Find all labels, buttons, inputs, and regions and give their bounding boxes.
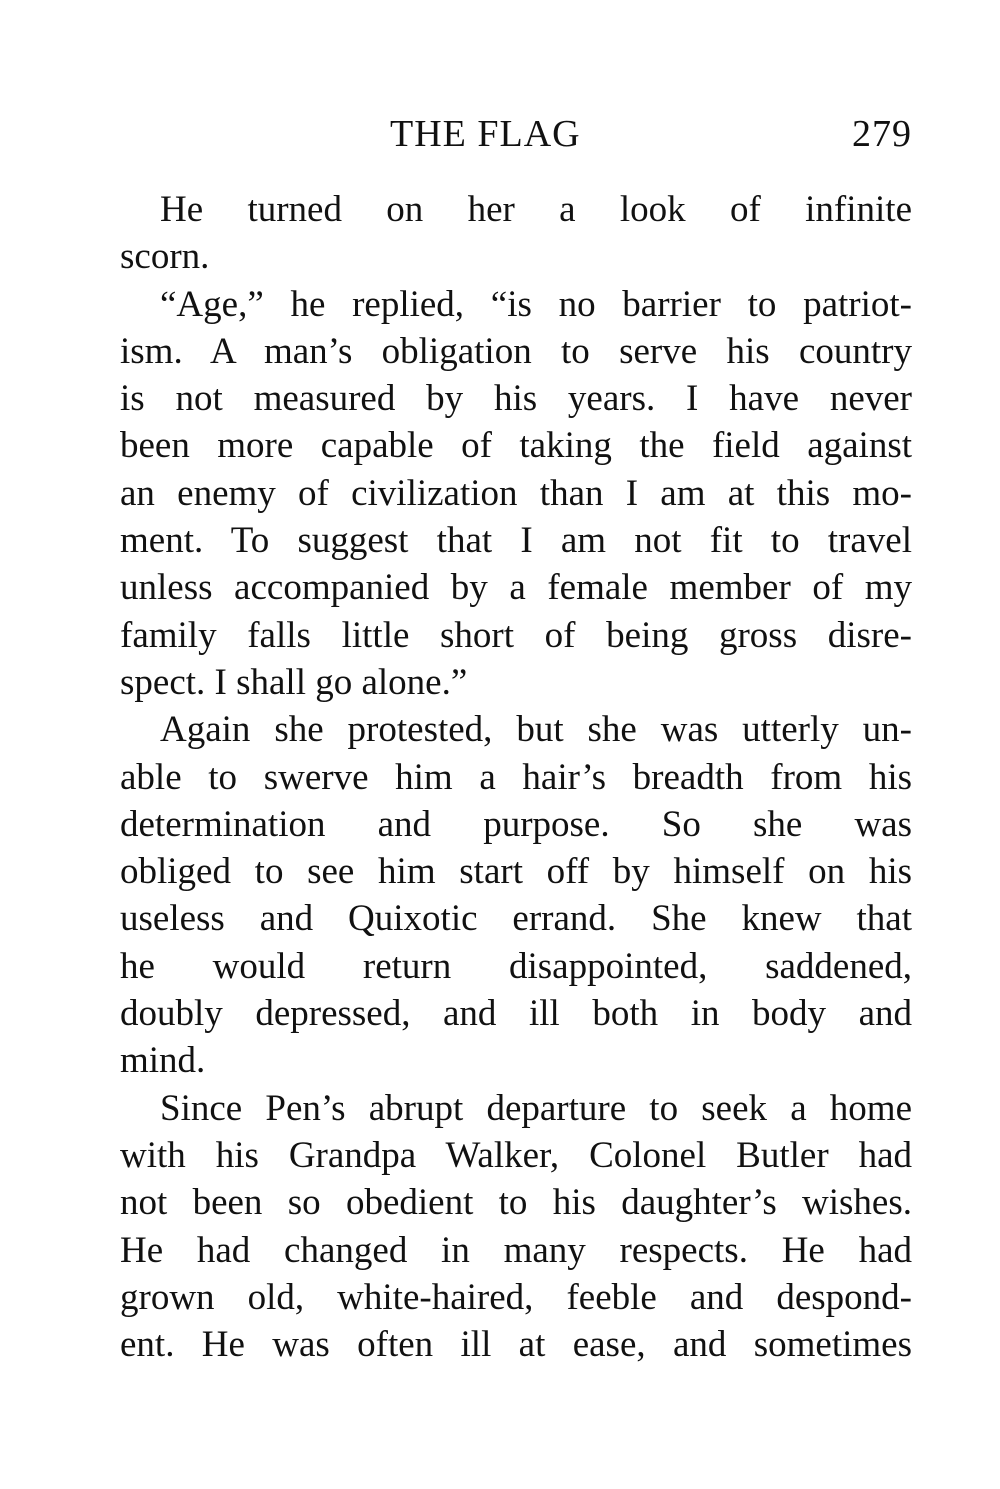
text-line: obliged to see him start off by himself on his bbox=[120, 851, 912, 893]
text-line: not been so obedient to his daughter’s wishes. bbox=[120, 1182, 912, 1224]
body-text bbox=[120, 186, 912, 1368]
text-line: doubly depressed, and ill both in body and bbox=[120, 993, 912, 1035]
text-line: he would return disappointed, saddened, bbox=[120, 945, 912, 987]
text-line: He had changed in many respects. He had bbox=[120, 1229, 912, 1271]
text-line: family falls little short of being gross disre- bbox=[120, 614, 912, 656]
text-line: ism. A man’s obligation to serve his country bbox=[120, 330, 912, 372]
text-line: with his Grandpa Walker, Colonel Butler had bbox=[120, 1134, 912, 1176]
paragraph bbox=[120, 706, 912, 1084]
text-line: Since Pen’s abrupt departure to seek a home bbox=[160, 1087, 912, 1129]
text-line: been more capable of taking the field against bbox=[120, 425, 912, 467]
text-line: “Age,” he replied, “is no barrier to patriot- bbox=[160, 283, 912, 325]
paragraph bbox=[120, 186, 912, 281]
text-line: is not measured by his years. I have never bbox=[120, 378, 912, 420]
text-line: He turned on her a look of infinite bbox=[160, 189, 912, 230]
paragraph bbox=[120, 1085, 912, 1369]
running-header bbox=[120, 112, 912, 162]
running-title: THE FLAG bbox=[390, 113, 581, 155]
text-line: ment. To suggest that I am not fit to travel bbox=[120, 520, 912, 562]
paragraph bbox=[120, 281, 912, 707]
text-line: scorn. bbox=[120, 236, 210, 278]
text-line: unless accompanied by a female member of my bbox=[120, 567, 912, 609]
text-line: ent. He was often ill at ease, and sometimes bbox=[120, 1324, 912, 1366]
text-line: able to swerve him a hair’s breadth from his bbox=[120, 756, 912, 798]
text-line: useless and Quixotic errand. She knew that bbox=[120, 898, 912, 940]
text-line: an enemy of civilization than I am at this mo- bbox=[120, 472, 912, 514]
text-line: mind. bbox=[120, 1040, 206, 1082]
text-line: spect. I shall go alone.” bbox=[120, 661, 468, 703]
page-number: 279 bbox=[852, 113, 912, 155]
text-line: determination and purpose. So she was bbox=[120, 803, 912, 845]
text-line: Again she protested, but she was utterly un- bbox=[160, 709, 912, 751]
text-line: grown old, white-haired, feeble and despond- bbox=[120, 1276, 912, 1318]
